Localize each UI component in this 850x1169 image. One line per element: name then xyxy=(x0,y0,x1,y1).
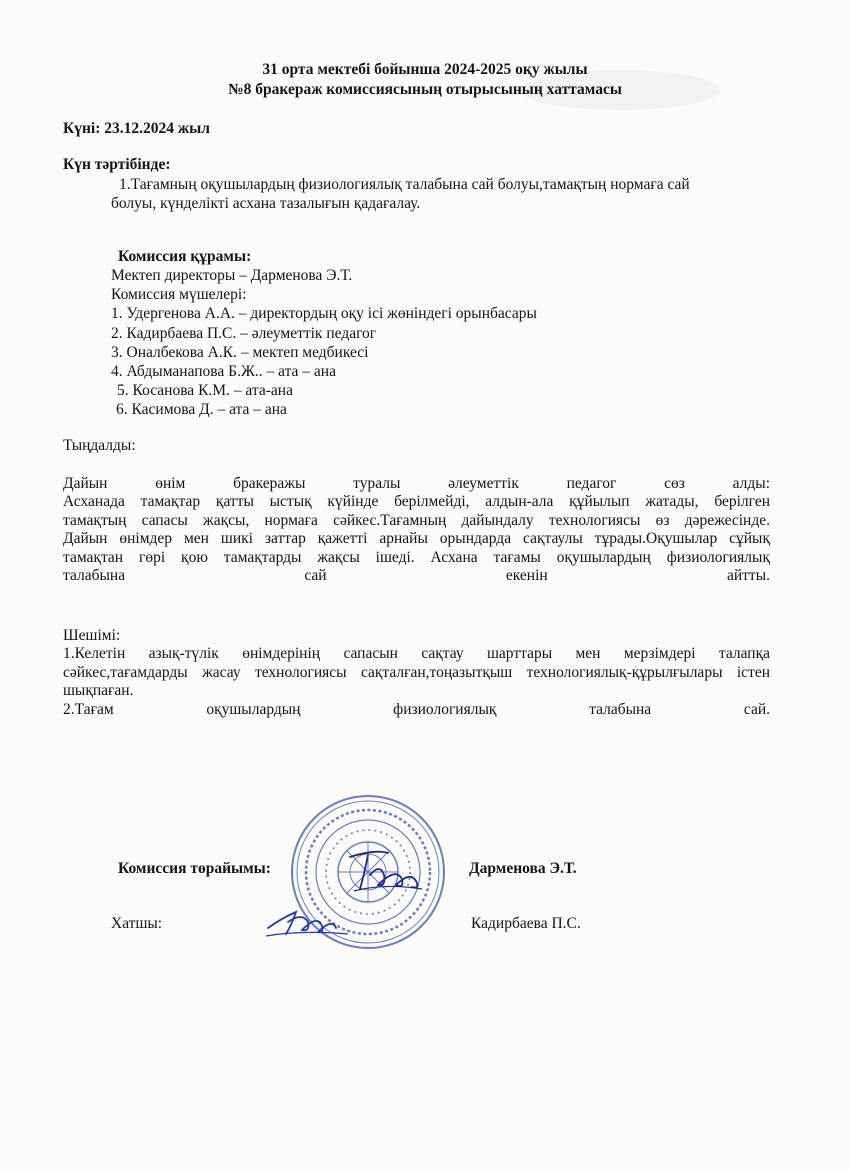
chair-signature-icon xyxy=(340,845,430,900)
commission-member: 6. Касимова Д. – ата – ана xyxy=(116,401,287,418)
commission-members-title: Комиссия мүшелері: xyxy=(111,286,247,303)
heard-line: тамақтың сапасы жақсы, нормаға сәйкес.Тағамның дайындалу технологиясы өз дәрежесінде. xyxy=(63,512,770,529)
heard-title: Тыңдалды: xyxy=(63,437,136,454)
heard-line: Дайын өнімдер мен шикі заттар қажетті арнайы орындарда сақтаулы тұрады.Оқушылар сұйық xyxy=(63,530,770,547)
secretary-signature-icon xyxy=(262,898,352,943)
agenda-item-line2: болуы, күнделікті асхана тазалығын қадағалау. xyxy=(111,195,421,212)
doc-header-line1: 31 орта мектебі бойынша 2024-2025 оқу жылы xyxy=(262,61,588,78)
chair-label: Комиссия төрайымы: xyxy=(118,860,271,877)
commission-member: 3. Оналбекова А.К. – мектеп медбикесі xyxy=(111,344,369,361)
secretary-name: Кадирбаева П.С. xyxy=(471,915,581,932)
decision-line: 1.Келетін азық-түлік өнімдерінің сапасын сақтау шарттары мен мерзімдері талапқа xyxy=(63,645,770,662)
decision-title: Шешімі: xyxy=(63,627,121,644)
agenda-title: Күн тәртібінде: xyxy=(63,156,171,173)
heard-line: талабына сай екенін айтты. xyxy=(63,567,770,584)
heard-line: Дайын өнім бракеражы туралы әлеуметтік педагог сөз алды: xyxy=(63,475,770,492)
heard-line: Асханада тамақтар қатты ыстық күйінде берілмейді, алдын-ала құйылып жатады, берілген xyxy=(63,493,770,510)
doc-header-line2: №8 бракераж комиссиясының отырысының хаттамасы xyxy=(228,81,622,98)
agenda-item-line1: 1.Тағамның оқушылардың физиологиялық талабына сай болуы,тамақтың нормаға сай xyxy=(119,176,690,193)
commission-member: 4. Абдыманапова Б.Ж.. – ата – ана xyxy=(111,363,336,380)
heard-line: тамақтан гөрі қою тамақтарды жақсы ішеді. Асхана тағамы оқушылардың физиологиялық xyxy=(63,549,770,566)
chair-name: Дарменова Э.Т. xyxy=(469,860,577,877)
decision-line: сәйкес,тағамдарды жасау технологиясы сақталған,тоңазытқыш технологиялық-құрылғылары істен xyxy=(63,664,770,681)
commission-title: Комиссия құрамы: xyxy=(118,248,252,265)
commission-member: 1. Удергенова А.А. – директордың оқу ісі жөніндегі орынбасары xyxy=(111,305,537,322)
commission-member: 5. Косанова К.М. – ата-ана xyxy=(117,382,293,399)
decision-line: 2.Тағам оқушылардың физиологиялық талабына сай. xyxy=(63,701,770,718)
secretary-label: Хатшы: xyxy=(111,915,163,932)
commission-director: Мектеп директоры – Дарменова Э.Т. xyxy=(111,267,353,284)
meeting-date: Күні: 23.12.2024 жыл xyxy=(63,120,210,137)
decision-line: шықпаған. xyxy=(63,682,134,699)
commission-member: 2. Кадирбаева П.С. – әлеуметтік педагог xyxy=(111,325,377,342)
